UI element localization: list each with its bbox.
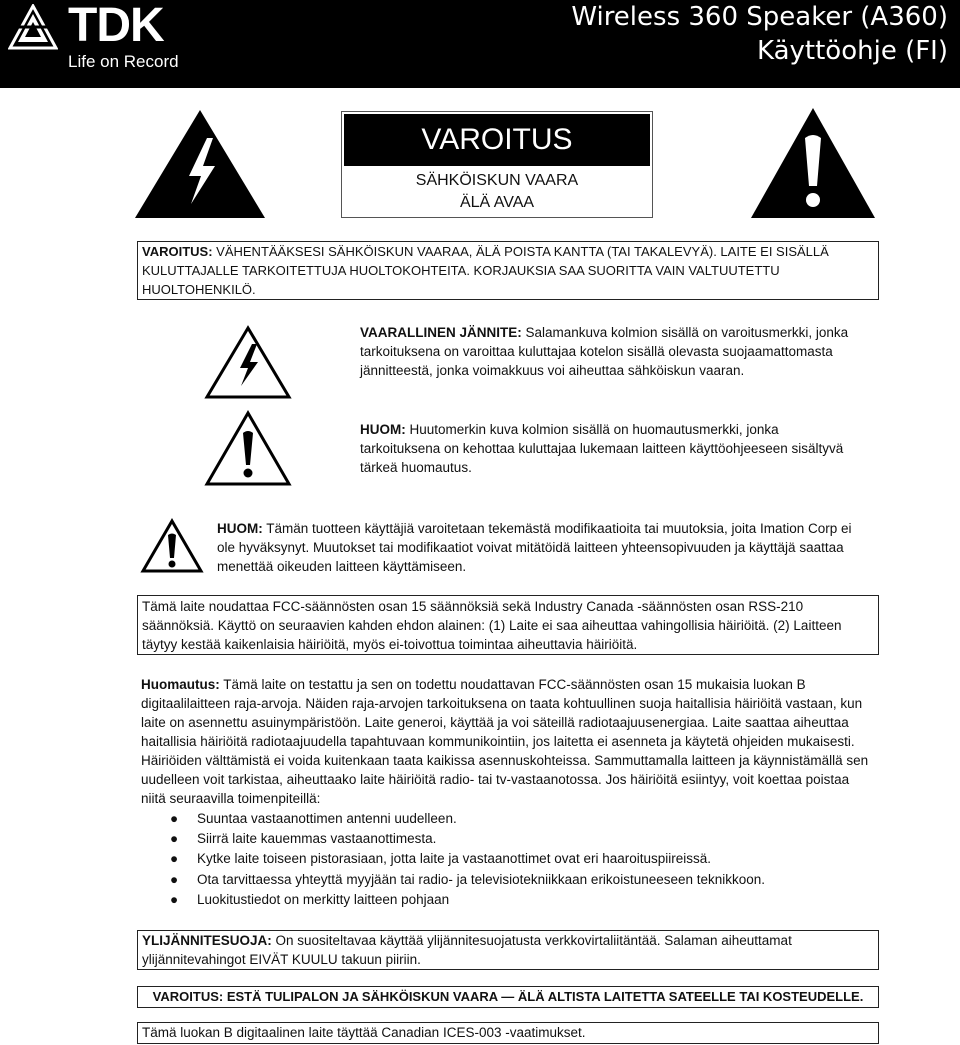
list-item: ● Suuntaa vastaanottimen antenni uudelleen. [170,811,457,826]
attention-note [360,420,850,477]
caution-text: VÄHENTÄÄKSESI SÄHKÖISKUN VAARAA, ÄLÄ POISTA KANTTA (TAI TAKALEVYÄ). LAITE EI SISÄLLÄ KULUTTAJALLE TARKOITETTUJA HUOLTOKOHTEITA. KORJAUKSIA SAA SUORITTA VAIN VALTUUTETTU HUOLTOHENKILÖ. [142,244,829,297]
page-header [0,0,960,88]
modification-note [217,519,867,576]
document-title [571,0,948,68]
fire-warning-text: VAROITUS: ESTÄ TULIPALON JA SÄHKÖISKUN VAARA — ÄLÄ ALTISTA LAITETTA SATEELLE TAI KOSTEUDELLE. [152,989,864,1004]
title-line-2: Käyttöohje (FI) [757,36,948,66]
voltage-note [360,323,850,380]
notice-label: Huomautus: [141,677,220,692]
canada-text: Tämä luokan B digitaalinen laite täyttää Canadian ICES-003 -vaatimukset. [142,1025,586,1040]
lightning-triangle-large-icon [133,108,267,220]
canada-compliance-box [137,1022,879,1044]
title-line-1: Wireless 360 Speaker (A360) [571,2,948,32]
notice-text: Tämä laite on testattu ja sen on todettu noudattavan FCC-säännösten osan 15 mukaisia luokan B digitaalilaitteen raja-arvoja. Näiden raja-arvojen tarkoituksena on taata kohtuullinen suoja haitallisia häiriöitä vastaan, kun laite on asennettu asuinympäristöön. Laite generoi, käyttää ja voi säteillä radiotaajuusenergiaa. Laite saattaa aiheuttaa haitallisia häiriöitä radiotaajuudella tapahtuvaan kommunikointiin, jos laitetta ei asenneta ja käytetä ohjeiden mukaisesti. Häiriöiden välttämistä ei voida kuitenkaan taata kaikissa asennuskohteissa. Sammuttamalla laitteen ja käynnistämällä sen uudelleen voit tarkistaa, aiheuttaako laite häiriöitä radio- tai tv-vastaanotossa. Jos häiriöitä esiintyy, voit koettaa poistaa niitä seuraavilla toimenpiteillä: [141,677,869,806]
surge-text: On suositeltavaa käyttää ylijännitesuojatusta verkkovirtaliitäntää. Salaman aiheuttamat ylijännitevahingot EIVÄT KUULU takuun piiriin. [142,933,792,967]
fcc-compliance-box [137,595,879,655]
attention-label: HUOM: [360,422,406,437]
brand-tagline: Life on Record [68,52,179,71]
warning-line-2: ÄLÄ AVAA [459,194,535,211]
tdk-logo-mark-icon [8,4,58,50]
caution-label: VAROITUS: [142,244,213,259]
list-item: ● Ota tarvittaessa yhteyttä myyjään tai radio- ja televisiotekniikkaan erikoistuneeseen teknikkoon. [170,872,766,887]
surge-label: YLIJÄNNITESUOJA: [142,933,272,948]
voltage-label: VAARALLINEN JÄNNITE: [360,325,522,340]
lightning-triangle-icon [204,324,292,400]
exclamation-triangle-small-icon [140,518,204,574]
list-item: ● Luokitustiedot on merkitty laitteen pohjaan [170,892,450,907]
fcc-text: Tämä laite noudattaa FCC-säännösten osan 15 säännöksiä sekä Industry Canada -säännösten osan RSS-210 säännöksiä. Käyttö on seuraavien kahden ehdon alainen: (1) Laite ei saa aiheuttaa vahingollisia häiriöitä. (2) Laitteen täytyy kestää kaikenlaisia häiriöitä, myös ei-toivottua toimintaa aiheuttavia häiriöitä. [142,599,842,652]
fcc-notice [141,675,875,808]
fire-warning-box [137,986,879,1008]
modification-text: Tämän tuotteen käyttäjiä varoitetaan tekemästä modifikaatioita tai muutoksia, joita Imation Corp ei ole hyväksynyt. Muutokset tai modifikaatiot voivat mitätöidä laitteen yhteensopivuuden ja käyttäjä saattaa menettää oikeuden laitteen käyttämiseen. [217,521,852,574]
exclamation-triangle-large-icon [749,106,877,220]
list-item: ● Siirrä laite kauemmas vastaanottimesta. [170,831,437,846]
modification-label: HUOM: [217,521,263,536]
list-item: ● Kytke laite toiseen pistorasiaan, jotta laite ja vastaanottimet ovat eri haaroituspiireissä. [170,851,712,866]
warning-title: VAROITUS [344,114,650,166]
caution-box [137,241,879,300]
attention-text: Huutomerkin kuva kolmion sisällä on huomautusmerkki, jonka tarkoituksena on kehottaa kuluttajaa lukemaan laitteen käyttöohjeeseen sisältyvä tärkeä huomautus. [360,422,844,475]
exclamation-triangle-icon [204,409,292,487]
surge-protection-box [137,930,879,970]
brand-name: TDK [68,0,164,52]
warning-panel [341,111,653,218]
warning-line-1: SÄHKÖISKUN VAARA [415,172,579,189]
voltage-text: Salamankuva kolmion sisällä on varoitusmerkki, jonka tarkoituksena on varoittaa kuluttajaa kotelon sisällä olevasta suojaamattomasta jännitteestä, jonka voimakkuus voi aiheuttaa sähköiskun vaaran. [360,325,849,378]
tdk-logo [8,0,208,84]
